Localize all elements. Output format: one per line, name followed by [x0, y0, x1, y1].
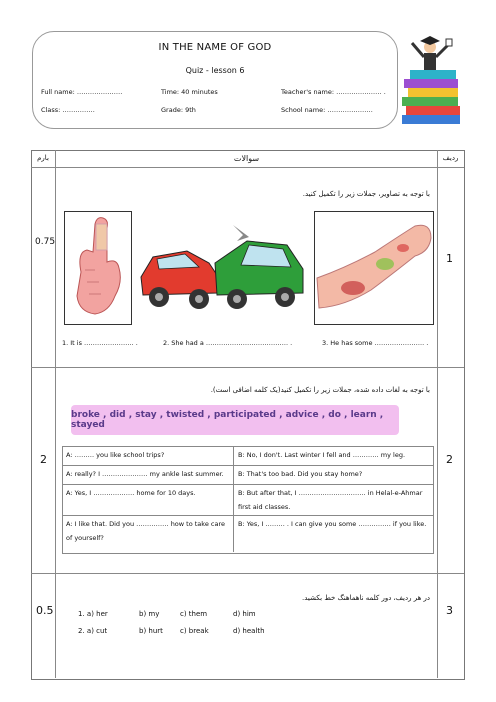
header-row: ردیف [442, 154, 459, 162]
class-field: Class: …………… [41, 106, 95, 114]
quiz-subtitle: Quiz - lesson 6 [185, 66, 245, 75]
graduate-books-logo-icon [396, 33, 466, 133]
grade-field: Grade: 9th [161, 106, 196, 114]
full-name-field: Full name: ………………… [41, 88, 123, 96]
q3-instruction: در هر ردیف، دور کلمه ناهماهنگ خط بکشید. [302, 594, 430, 602]
q2-instruction: با توجه به لغات داده شده، جملات زیر را تکمیل کنید(یک کلمه اضافی است). [210, 386, 430, 394]
q2-row2-a: A: really? I ………………… my ankle last summer. [66, 470, 224, 478]
q2-row3-b: B: But after that, I …………………………. in Helal-e-Ahmar first aid classes. [238, 489, 423, 511]
header-questions: سوالات [233, 154, 260, 163]
header-box [32, 31, 398, 129]
q1-row-number: 1 [446, 252, 453, 265]
q3-line1-c: c) them [180, 610, 208, 618]
q1-picture-burned-arm [314, 211, 434, 325]
q1-picture-car-accident [137, 211, 309, 323]
q2-score: 2 [40, 453, 47, 466]
q1-item-2: 2. She had a ……………………………….. . [163, 339, 293, 347]
teacher-name-field: Teacher's name: ………………… . [281, 88, 386, 96]
q3-line2-b: b) hurt [139, 627, 163, 635]
q2-row1-b: B: No, I don't. Last winter I fell and ………… my leg. [238, 451, 406, 459]
q3-line1-b: b) my [139, 610, 160, 618]
q2-row1-a: A: ……… you like school trips? [66, 451, 165, 459]
q2-row4-a: A: I like that. Did you …………… how to take care of yourself? [66, 520, 225, 542]
table-divider [31, 367, 464, 368]
q3-line2-c: c) break [180, 627, 209, 635]
table-divider [55, 150, 56, 678]
q3-line2-a: 2. a) cut [78, 627, 108, 635]
q3-score: 0.5 [36, 604, 54, 617]
table-divider [31, 573, 464, 574]
table-divider [31, 167, 464, 168]
table-divider [437, 150, 438, 678]
school-name-field: School name: ………………… [281, 106, 373, 114]
q2-row4-b: B: Yes, I ……… . I can give you some …………… if you like. [238, 520, 427, 528]
header-score: بارم [37, 154, 49, 162]
q1-item-1: 1. It is ………………….. . [62, 339, 138, 347]
q3-line1-d: d) him [233, 610, 256, 618]
q2-row2-b: B: That's too bad. Did you stay home? [238, 470, 363, 478]
time-field: Time: 40 minutes [161, 88, 218, 96]
q3-line2-d: d) health [233, 627, 265, 635]
q3-line1-a: 1. a) her [78, 610, 108, 618]
q1-item-3: 3. He has some ………………….. . [322, 339, 429, 347]
q2-row3-a: A: Yes, I ………………. home for 10 days. [66, 489, 196, 497]
q1-picture-finger [64, 211, 132, 325]
q1-instruction: با توجه به تصاویر، جملات زیر را تکمیل کنید. [302, 190, 430, 198]
q1-score: 0.75 [35, 237, 56, 247]
q2-word-bank: broke , did , stay , twisted , participated , advice , do , learn , stayed [71, 405, 399, 435]
q3-row-number: 3 [446, 604, 453, 617]
page-title: IN THE NAME OF GOD [158, 42, 272, 53]
q2-row-number: 2 [446, 453, 453, 466]
